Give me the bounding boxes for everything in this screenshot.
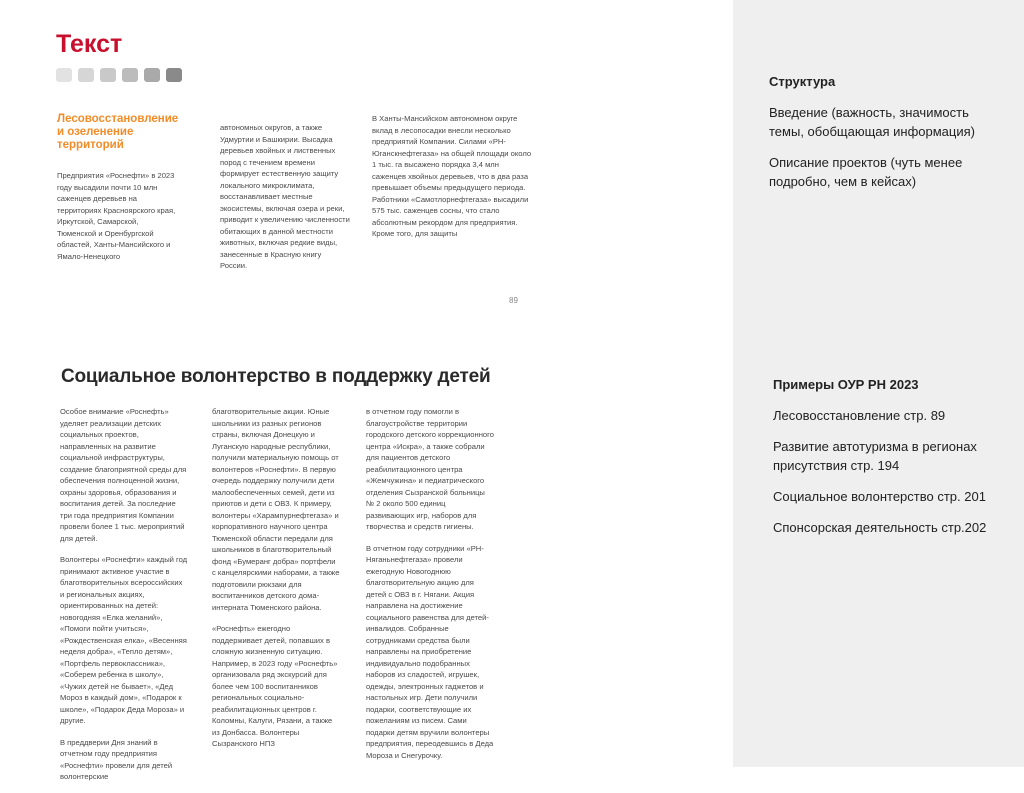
doc-paragraph: благотворительные акции. Юные школьники из разных регионов страны, включая Донецкую и Луганскую народные республики, получили материальную помощь от волонтеров «Роснефти». В первую очередь поддержку получили дети малообеспеченных семей, дети из приютов и дети с ОВЗ. К примеру, волонтеры «Харампурнефтегаза» и корпоративного научного центра Тюменской области передали для школьников в благотворительный фонд «Бумеранг добра» портфели с канцелярскими наборами, а также подготовили рюкзаки для воспитанников детского дома-интерната Тюменского района. (212, 407, 340, 612)
doc-top-heading: Лесовосстановление и озеленение территорий (57, 113, 179, 151)
doc-top-col3: В Ханты-Мансийском автономном округе вклад в лесопосадки внесли несколько предприятий Компании. Силами «РН-Юганскнефтегаза» на общей площади около 1 тыс. га высажено порядка 3,4 млн саженцев хвойных деревьев, что в два раза превышает объемы предыдущего периода. Работники «Самотлорнефтегаза» высадили 575 тыс. саженцев сосны, что стало абсолютным рекордом для предприятия. Кроме того, для защиты (372, 114, 532, 238)
progress-square (100, 68, 116, 82)
doc-top-col1: Предприятия «Роснефти» в 2023 году высадили почти 10 млн саженцев деревьев на территориях Красноярского края, Иркутской, Самарской, Тюменской и Оренбургской областей, Ханты-Мансийского и Ямало-Ненецкого (57, 171, 176, 261)
progress-square (122, 68, 138, 82)
doc-paragraph: Особое внимание «Роснефть» уделяет реализации детских социальных проектов, направленных на развитие социальной инфраструктуры, создание благоприятной среды для обеспечения полноценной жизни, охраны здоровья, образования и воспитания детей. За последние три года предприятия Компании провели более 1 тыс. мероприятий для детей. (60, 407, 187, 543)
doc-paragraph: в отчетном году помогли в благоустройстве территории городского детского коррекционного центра «Искра», а также собрали для пациентов детского реабилитационного центра «Жемчужина» и педиатрического отделения Сызранской больницы № 2 около 500 единиц развивающих игр, наборов для творчества и средств гигиены. (366, 407, 494, 531)
structure-item: Описание проектов (чуть менее подробно, чем в кейсах) (769, 155, 963, 189)
notes-panel (733, 0, 1024, 767)
doc-paragraph: «Роснефть» ежегодно поддерживает детей, попавших в сложную жизненную ситуацию. Например, в 2023 году «Роснефть» организовала ряд экскурсий для более чем 100 воспитанников региональных социально-реабилитационных центров г. Коломны, Калуги, Рязани, а также из Донбасса. Волонтеры Сызранского НПЗ (212, 624, 338, 748)
example-item: Социальное волонтерство стр. 201 (773, 489, 986, 504)
doc-bottom-col1 (60, 406, 188, 793)
example-item: Спонсорская деятельность стр.202 (773, 520, 987, 535)
slide-title: Текст (56, 30, 123, 58)
progress-squares (56, 68, 182, 82)
examples-heading: Примеры ОУР РН 2023 (773, 377, 919, 392)
example-item: Развитие автотуризма в регионах присутствия стр. 194 (773, 439, 977, 473)
doc-paragraph: В преддверии Дня знаний в отчетном году предприятия «Роснефти» провели для детей волонтерские (60, 737, 173, 781)
progress-square (78, 68, 94, 82)
progress-square (144, 68, 160, 82)
doc-paragraph: В отчетном году сотрудники «РН-Няганьнефтегаза» провели ежегодную Новогоднюю благотворительную акцию для детей с ОВЗ в г. Нягани. Акция направлена на достижение социального равенства для детей-инвалидов. Собранные сотрудниками средства были направлены на приобретение индивидуально подобранных наборов из сладостей, игрушек, одежды, электронных гаджетов и настольных игр. Дети получили подарки, соответствующие их пожеланиям из писем. Сами подарки детям вручили волонтеры предприятия, переодевшись в Деда Мороза и Снегурочку. (366, 543, 494, 760)
examples-block (773, 375, 1005, 549)
doc-bottom-col3 (366, 406, 494, 771)
doc-bottom-heading: Социальное волонтерство в поддержку детей (61, 366, 491, 387)
structure-heading: Структура (769, 74, 836, 89)
progress-square (166, 68, 182, 82)
doc-top-col2: автономных округов, а также Удмуртии и Башкирии. Высадка деревьев хвойных и лиственных пород с течением времени формирует естественную защиту локального микроклимата, восстанавливает местные экосистемы, включая озера и реки, приводит к увеличению численности обитающих в данной местности животных, включая редкие виды, занесенные в Красную книгу России. (220, 123, 350, 270)
example-item: Лесовосстановление стр. 89 (773, 408, 946, 423)
structure-block (769, 72, 997, 203)
structure-item: Введение (важность, значимость темы, обобщающая информация) (769, 105, 975, 139)
doc-page-number: 89 (509, 296, 518, 305)
doc-paragraph: Волонтеры «Роснефти» каждый год принимают активное участие в благотворительных всероссийских и региональных акциях, ориентированных на детей: новогодняя «Елка желаний», «Помоги пойти учиться», «Рождественская елка», «Весенняя неделя добра», «Тепло детям», «Портфель первоклассника», «Соберем ребенка в школу», «Чужих детей не бывает», «Дед Мороз в каждый дом», «Подарок к школе», «Подарок Деда Мороза» и другие. (60, 555, 188, 725)
doc-bottom-col2 (212, 406, 340, 760)
progress-square (56, 68, 72, 82)
